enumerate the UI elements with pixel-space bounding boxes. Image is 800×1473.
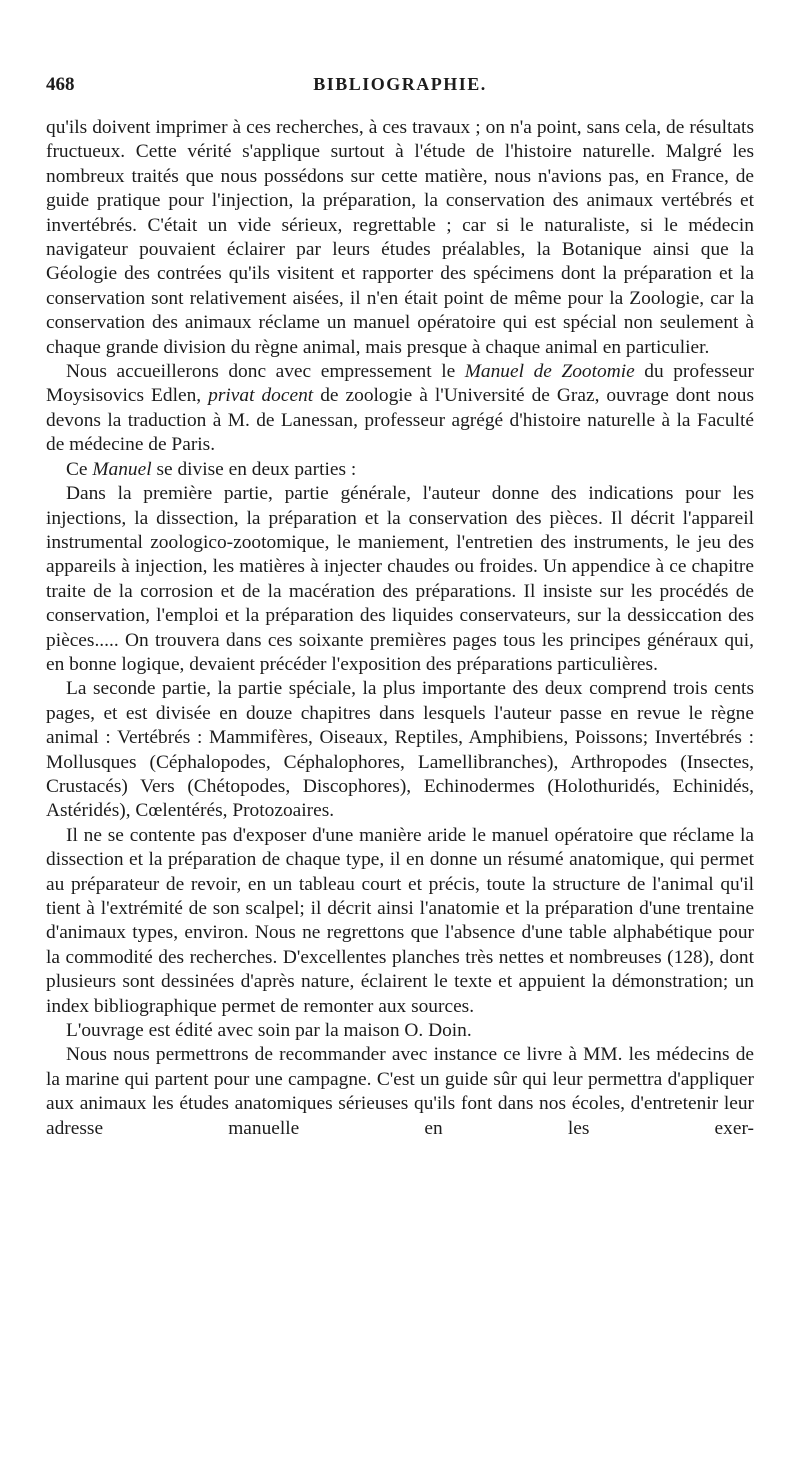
paragraph (46, 458, 754, 482)
italic-text: privat docent (208, 385, 314, 407)
running-head (46, 74, 754, 100)
body-text (46, 116, 754, 1141)
italic-text: Manuel (92, 458, 152, 480)
paragraph-text: se divise en deux parties : (151, 458, 357, 480)
paragraph-text: L'ouvrage est édité avec soin par la maison O. Doin. (66, 1020, 472, 1042)
paragraph-text: Nous accueillerons donc avec empressement le (66, 361, 465, 383)
paragraph-text: Nous nous permettrons de recommander avec instance ce livre à MM. les médecins de la marine qui partent pour une campagne. C'est un guide sûr qui leur permettra d'appliquer aux animaux les études anatomiques sérieuses qu'ils font dans nos écoles, d'entretenir leur adresse manuelle en les exer- (46, 1044, 754, 1139)
paragraph-text: Il ne se contente pas d'exposer d'une manière aride le manuel opératoire que réclame la dissection et la préparation de chaque type, il en donne un résumé anatomique, qui permet au préparateur de revoir, en un tableau court et précis, toute la structure de l'animal qu'il tient à l'extrémité de son scalpel; il décrit ainsi l'anatomie et la préparation d'une trentaine d'animaux types, environ. Nous ne regrettons que l'absence d'une table alphabétique pour la commodité des recherches. D'excellentes planches très nettes et nombreuses (128), dont plusieurs sont dessinées d'après nature, éclairent le texte et appuient la démonstration; un index bibliographique permet de remonter aux sources. (46, 824, 754, 1017)
paragraph-text: Dans la première partie, partie générale, l'auteur donne des indications pour les injections, la dissection, la préparation et la conservation des pièces. Il décrit l'appareil instrumental zoologico-zootomique, le maniement, l'entretien des instruments, le jeu des appareils à injection, les matières à injecter chaudes ou froides. Un appendice à ce chapitre traite de la corrosion et de la macération des préparations. Il insiste sur les procédés de conservation, l'emploi et la préparation des liquides conservateurs, sur la dessiccation des pièces..... On trouvera dans ces soixante premières pages tous les principes généraux qui, en bonne logique, devaient précéder l'exposition des préparations particulières. (46, 483, 754, 675)
paragraph (46, 824, 754, 1019)
page-number: 468 (46, 74, 75, 95)
paragraph (46, 677, 754, 823)
paragraph (46, 116, 754, 360)
paragraph-text: qu'ils doivent imprimer à ces recherches, à ces travaux ; on n'a point, sans cela, de résultats fructueux. Cette vérité s'applique surtout à l'étude de l'histoire naturelle. Malgré les nombreux traités que nous possédons sur cette matière, nous n'avions pas, en France, de guide pratique pour l'injection, la préparation, la conservation des animaux vertébrés et invertébrés. C'était un vide sérieux, regrettable ; car si le naturaliste, si le médecin navigateur pouvaient éclairer par leurs études préalables, la Botanique ainsi que la Géologie des contrées qu'ils visitent et rapporter des spécimens dont la préparation et la conservation sont relativement aisées, il n'en était point de même pour la Zoologie, car la conservation des animaux réclame un manuel opératoire qui est spécial non seulement à chaque grande division du règne animal, mais presque à chaque animal en particulier. (46, 117, 754, 358)
italic-text: Manuel de Zootomie (464, 361, 635, 383)
paragraph-text: de zoologie à l'Université de Graz, ouvrage dont nous devons la traduction à M. de Lanessan, professeur agrégé d'histoire naturelle à la Faculté de médecine de Paris. (46, 385, 755, 456)
paragraph (46, 360, 754, 458)
paragraph-text: du professeur Moysisovics Edlen, (46, 361, 754, 407)
running-title: BIBLIOGRAPHIE. (313, 74, 487, 94)
paragraph-text: Ce (66, 458, 93, 480)
paragraph (46, 482, 754, 677)
paragraph-text: La seconde partie, la partie spéciale, la plus importante des deux comprend trois cents pages, et est divisée en douze chapitres dans lesquels l'auteur passe en revue le règne animal : Vertébrés : Mammifères, Oiseaux, Reptiles, Amphibiens, Poissons; Invertébrés : Mollusques (Céphalopodes, Céphalophores, Lamellibranches), Arthropodes (Insectes, Crustacés) Vers (Chétopodes, Discophores), Echinodermes (Holothuridés, Echinidés, Astéridés), Cœlentérés, Protozoaires. (46, 678, 754, 822)
paragraph (46, 1043, 754, 1141)
paragraph (46, 1019, 754, 1043)
